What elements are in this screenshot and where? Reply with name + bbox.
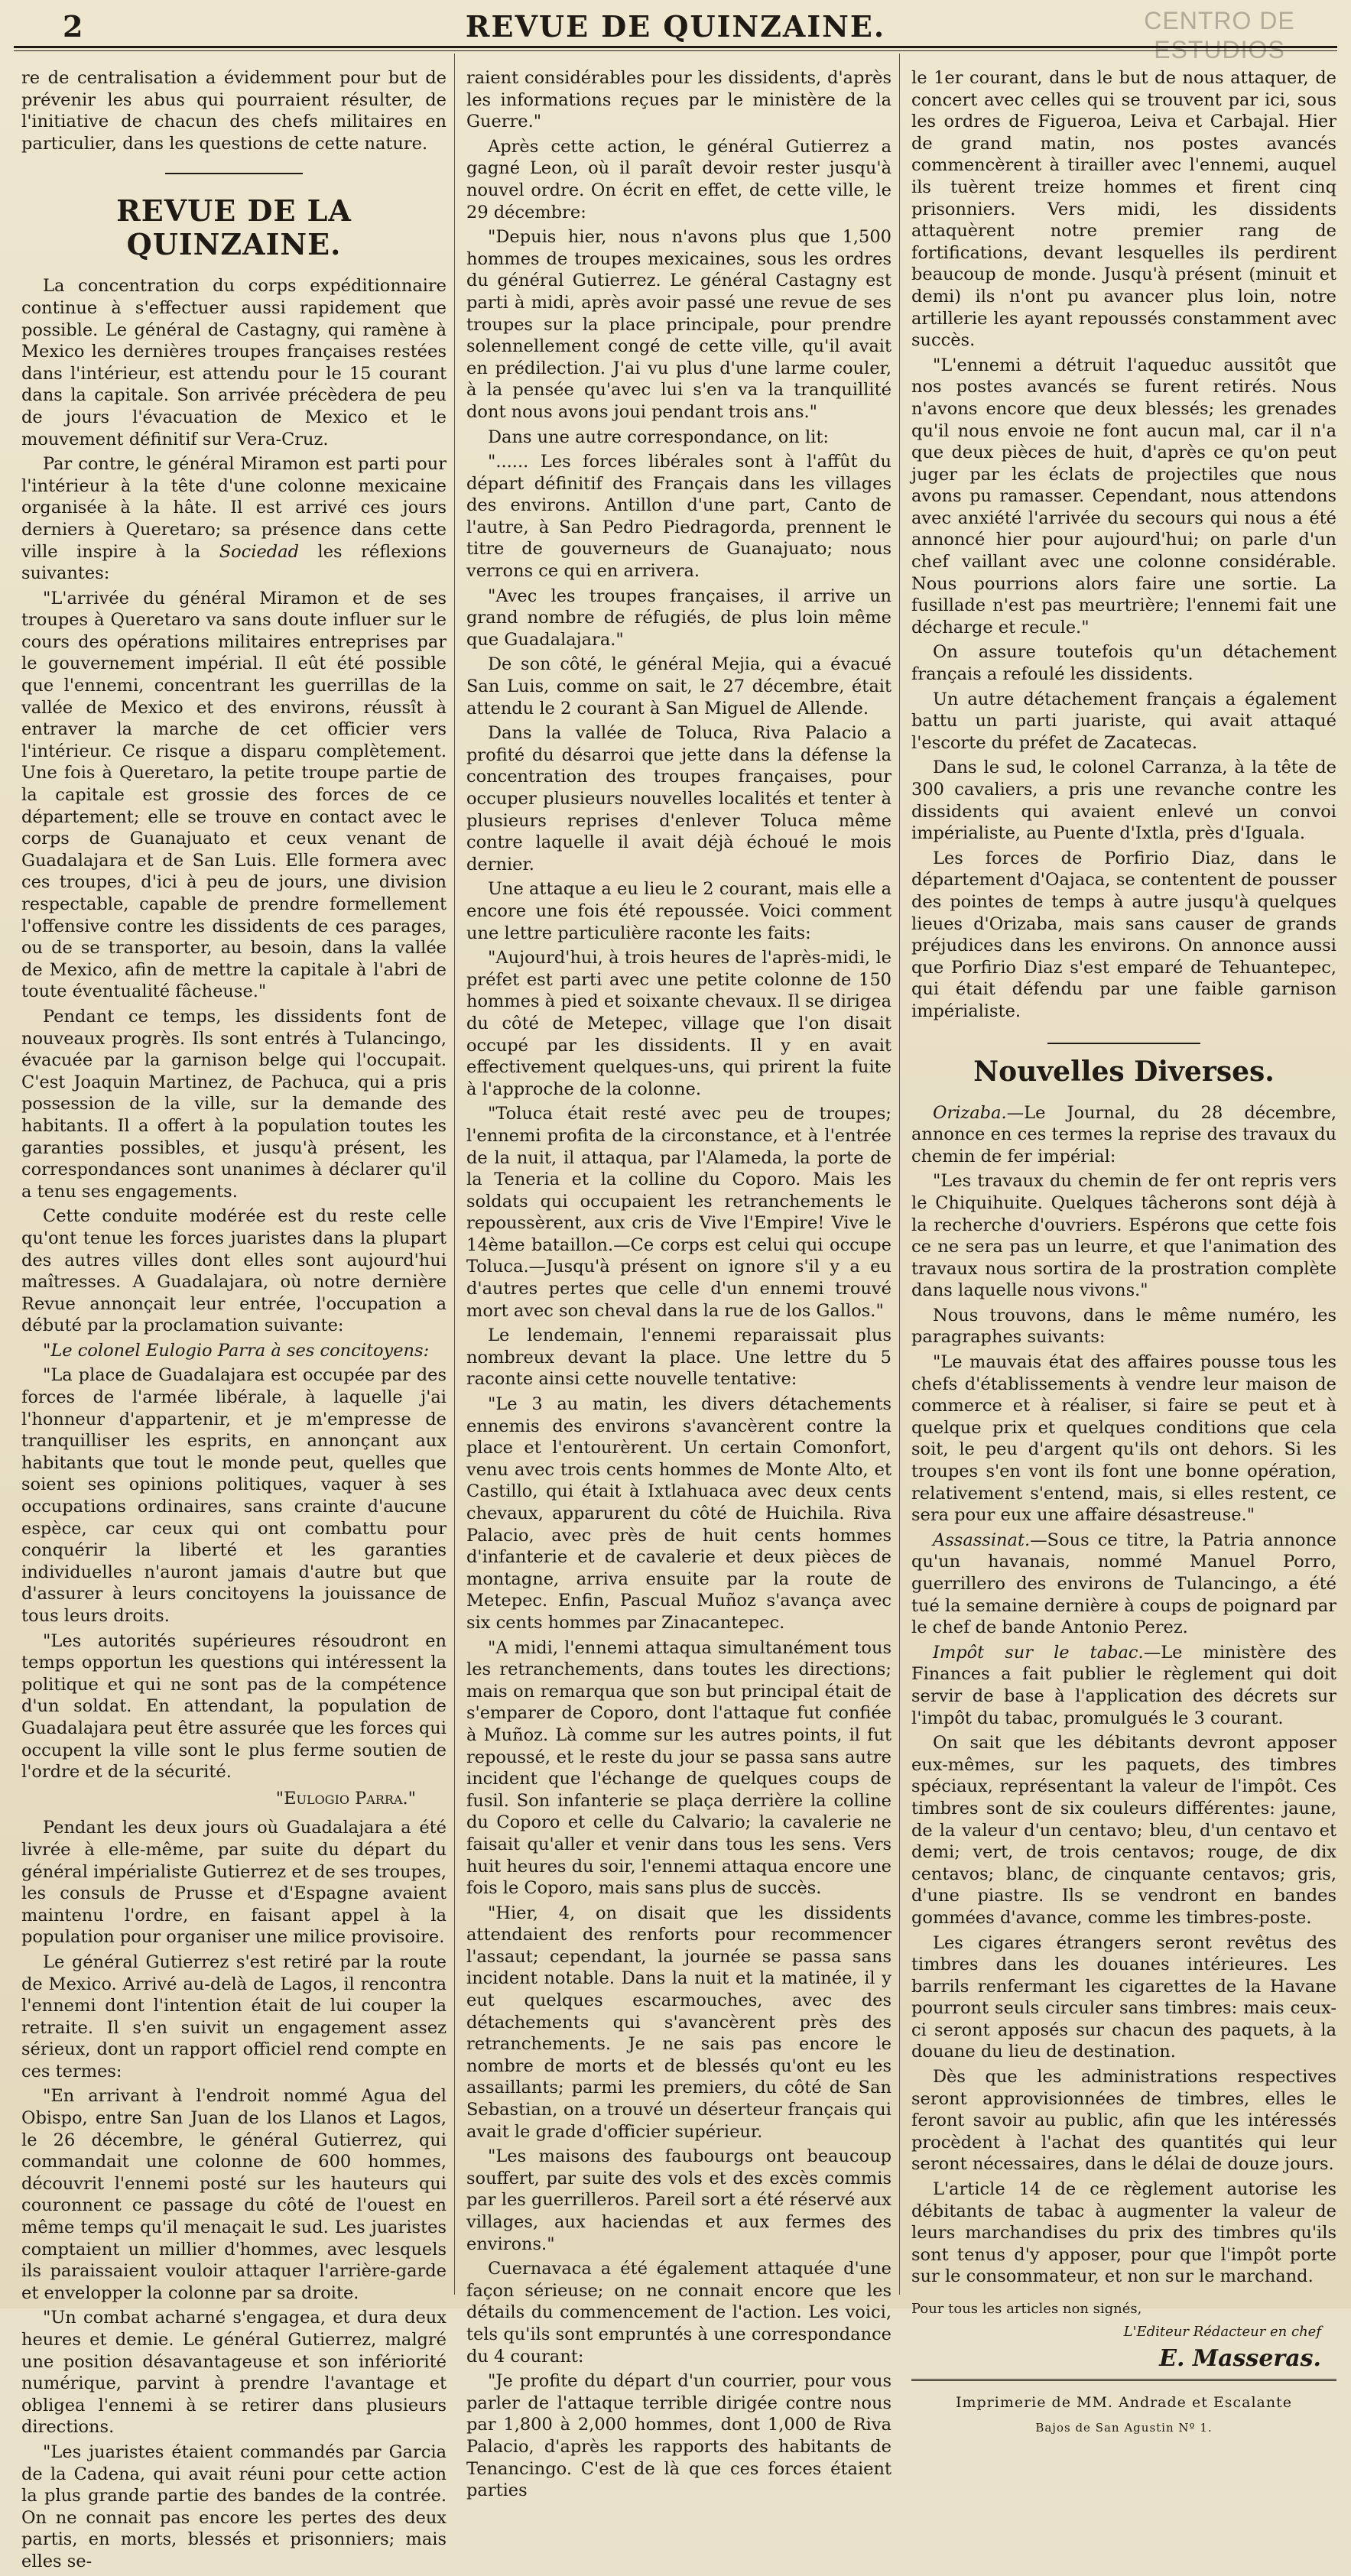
section-divider — [1047, 1043, 1200, 1044]
paragraph: Nous trouvons, dans le même numéro, les paragraphes suivants: — [911, 1305, 1336, 1348]
paragraph: Dès que les administrations respectives seront approvisionnées de timbres, elles le feront savoir au public, afin que les intéressés procèdent à l'achat des quantités qui leur seront nécessaires, dans le délai de douze jours. — [911, 2067, 1336, 2175]
text: Par contre, le général Miramon est parti pour l'intérieur à la tête d'une colonne mexicaine organisée à la hâte. Il est arrivé ces jours derniers à Queretaro; sa présence dans cette ville inspire à la — [21, 454, 447, 562]
paragraph: L'article 14 de ce règlement autorise les débitants de tabac à augmenter la valeur de leurs marchandises du prix des timbres qu'ils sont tenus d'y apposer, pour que l'impôt porte sur le consommateur, et non sur le marchand. — [911, 2179, 1336, 2287]
column-separator — [899, 54, 900, 2295]
paragraph: Dans une autre correspondance, on lit: — [488, 427, 829, 447]
signature: "Eulogio Parra." — [275, 1788, 416, 1809]
printer-imprint: Imprimerie de MM. Andrade et Escalante — [911, 2379, 1336, 2414]
paragraph: "Les travaux du chemin de fer ont repris vers le Chiquihuite. Quelques tâcherons sont déjà à la recherche d'ouvriers. Espérons que cette fois ce ne sera pas un leurre, et que l'animation des travaux nous sortira de la prostration complète dans laquelle nous vivons." — [911, 1171, 1336, 1301]
archive-stamp — [1105, 6, 1334, 64]
footer-note: Pour tous les articles non signés, — [911, 2301, 1142, 2317]
text: —Le ministère des Finances a fait publier le règlement qui doit servir de base à l'application des décrets sur l'impôt du tabac, promulgués le 3 courant. — [911, 1642, 1336, 1728]
column-1 — [21, 67, 447, 2576]
paragraph: "Les maisons des faubourgs ont beaucoup souffert, par suite des vols et des excès commis par les guerrilleros. Pareil sort a été réservé aux villages, aux haciendas et aux fermes des environs." — [466, 2146, 891, 2254]
paragraph: Dans la vallée de Toluca, Riva Palacio a profité du désarroi que jette dans la défense la concentration des troupes françaises, pour occuper plusieurs nouvelles localités et tenter à plusieurs reprises d'enlever Toluca même contre laquelle il avait déjà échoué le mois dernier. — [466, 723, 891, 874]
column-separator — [454, 54, 455, 2295]
paragraph: Les forces de Porfirio Diaz, dans le département d'Oajaca, se contentent de pousser des pointes de temps à autre jusqu'à quelques lieues d'Orizaba, mais sans causer de grands préjudices dans les environs. On annonce aussi que Porfirio Diaz s'est emparé de Tehuantepec, qui était défendu par une faible garnison impérialiste. — [911, 848, 1336, 1021]
paragraph: "Le mauvais état des affaires pousse tous les chefs d'établissements à vendre leur maison de commerce et à réaliser, si faire se peut et à quelque prix et quelques conditions que cela soit, le peu d'argent qu'ils ont dehors. Si les troupes s'en vont ils font une bonne opération, relativement s'entend, mais, si elles restent, ce sera pour eux une affaire désastreuse." — [911, 1352, 1336, 1526]
paragraph: Dans le sud, le colonel Carranza, à la tête de 300 cavaliers, a pris une revanche contre les dissidents qui avaient enlevé un convoi impérialiste, au Puente d'Ixtla, près d'Iguala. — [911, 758, 1336, 844]
section-title: REVUE DE LA QUINZAINE. — [116, 193, 352, 262]
paragraph: "La place de Guadalajara est occupée par des forces de l'armée libérale, à laquelle j'ai l'honneur d'appartenir, et je m'empresse de tranquilliser les esprits, en annonçant aux habitants que tout le monde peut, quelles que soient ses opinions politiques, vaquer à ses occupations ordinaires, sans crainte d'aucune espèce, car ceux qui ont combattu pour conquérir la liberté et les garanties individuelles n'auront jamais d'autre but que d'assurer à leurs concitoyens la jouissance de tous leurs droits. — [21, 1365, 447, 1626]
page-number: 2 — [63, 9, 83, 44]
paragraph: "En arrivant à l'endroit nommé Agua del Obispo, entre San Juan de los Llanos et Lagos, le 26 décembre, le général Gutierrez, qui commandait une colonne de 600 hommes, découvrit l'ennemi posté sur les hauteurs qui couronnent ce passage du côté de l'ouest en même temps qu'il menaçait le sud. Les juaristes comptaient un millier d'hommes, avec lesquels ils paraissaient vouloir attaquer l'arrière-garde et envelopper la colonne par sa droite. — [21, 2086, 447, 2303]
paragraph: "Toluca était resté avec peu de troupes; l'ennemi profita de la circonstance, et à l'entrée de la nuit, il attaqua, par l'Alameda, la porte de la Teneria et la colline du Coporo. Mais les soldats qui occupaient les retranchements le repoussèrent, aux cris de Vive l'Empire! Vive le 14ème bataillon.—Ce corps est celui qui occupe Toluca.—Jusqu'à présent on ignore s'il y a eu d'autres pertes que celle d'un ennemi trouvé mort avec son cheval dans la rue de los Gallos." — [466, 1104, 891, 1321]
paragraph: re de centralisation a évidemment pour but de prévenir les abus qui pourraient résulter, de l'initiative de chacun des chefs militaires en particulier, dans les questions de cette nature. — [21, 68, 447, 154]
paragraph: Les cigares étrangers seront revêtus des timbres dans les douanes intérieures. Les barrils renfermant les cigarettes de la Havane pourront seuls circuler sans timbres: mais ceux-ci seront apposés sur chacun des paquets, à la douane du lieu de destination. — [911, 1932, 1336, 2062]
stamp-line-1: CENTRO DE — [1144, 7, 1295, 34]
paragraph: Le lendemain, l'ennemi reparaissait plus nombreux devant la place. Une lettre du 5 raconte ainsi cette nouvelle tentative: — [466, 1325, 891, 1390]
paragraph: Le général Gutierrez s'est retiré par la route de Mexico. Arrivé au-delà de Lagos, il rencontra l'ennemi dont l'intention était de lui couper la retraite. Il s'en suivit un engagement assez sérieux, dont un rapport officiel rend compte en ces termes: — [21, 1951, 447, 2081]
paragraph: "A midi, l'ennemi attaqua simultanément tous les retranchements, dans toutes les directions; mais on remarqua que son but principal était de s'emparer de Coporo, dont l'attaque fut confiée à Muñoz. Là comme sur les autres points, il fut repoussé, et le reste du jour se passa sans autre incident que l'échange de quelques coups de fusil. Son infanterie se plaça derrière la colline du Coporo et celle du Calvario; la cavalerie ne faisait qu'aller et venir dans tous les sens. Vers huit heures du soir, l'ennemi attaqua encore une fois le Coporo, mais sans plus de succès. — [466, 1637, 891, 1899]
paragraph: Cuernavaca a été également attaquée d'une façon sérieuse; on ne connait encore que les détails du commencement de l'action. Les voici, tels qu'ils sont empruntés à une correspondance du 4 courant: — [466, 2259, 891, 2367]
news-keyword: Orizaba. — [933, 1102, 1007, 1123]
paragraph: le 1er courant, dans le but de nous attaquer, de concert avec celles qui se trouvent par ici, sous les ordres de Figueroa, Leiva et Carbajal. Hier de grand matin, nos postes avancés commencèrent à tirailler avec l'ennemi, auquel ils tuèrent treize hommes et firent cinq prisonniers. Vers midi, les dissidents attaquèrent notre premier rang de fortifications, devant lesquelles ils perdirent beaucoup de monde. Jusqu'à présent (minuit et demi) ils n'ont pu avancer plus loin, notre artillerie les ayant repoussés constamment avec succès. — [911, 68, 1336, 351]
paragraph: La concentration du corps expéditionnaire continue à s'effectuer aussi rapidement que possible. Le général de Castagny, qui ramène à Mexico les dernières troupes françaises restées dans l'intérieur, est attendu pour le 15 courant dans la capitale. Son arrivée précèdera de peu de jours l'évacuation de Mexico et le mouvement définitif sur Vera-Cruz. — [21, 276, 447, 449]
paragraph — [21, 453, 447, 585]
paragraph — [911, 1642, 1336, 1729]
running-title: REVUE DE QUINZAINE. — [465, 9, 886, 44]
news-keyword: Assassinat. — [933, 1530, 1031, 1550]
paragraph: "L'ennemi a détruit l'aqueduc aussitôt que nos postes avancés se furent retirés. Nous n'avons encore que deux blessés; les grenades qu'il nous envoie ne font aucun mal, car il n'a que deux pièces de huit, d'après ce qu'on peut juger par les éclats de projectiles que nous avons pu ramasser. Cependant, nous attendons avec anxiété l'arrivée du secours qui nous a été annoncé hier pour aujourd'hui; on parle d'un chef vaillant avec une colonne considérable. Nous pourrions alors faire une sortie. La fusillade n'est pas meurtrière; l'ennemi fait une décharge et recule." — [911, 355, 1336, 638]
column-3 — [911, 67, 1336, 2441]
text: —Le Journal, du 28 décembre, annonce en ces termes la reprise des travaux du chemin de fer impérial: — [911, 1102, 1336, 1166]
editor-title: L'Editeur Rédacteur en chef — [1123, 2324, 1321, 2340]
header-rule — [14, 46, 1337, 48]
paragraph: "Un combat acharné s'engagea, et dura deux heures et demie. Le général Gutierrez, malgré une position désavantageuse et son infériorité numérique, parvint à prendre l'avantage et obligea l'ennemi à se retirer dans plusieurs directions. — [21, 2308, 447, 2438]
section-title: Nouvelles Diverses. — [973, 1055, 1275, 1088]
paragraph — [911, 1530, 1336, 1639]
paragraph: Pendant les deux jours où Guadalajara a été livrée à elle-même, par suite du départ du général impérialiste Gutierrez et de ses troupes, les consuls de Prusse et d'Espagne avaient maintenu l'ordre, en faisant appel à la population pour organiser une milice provisoire. — [21, 1818, 447, 1948]
paragraph: Une attaque a eu lieu le 2 courant, mais elle a encore une fois été repoussée. Voici comment une lettre particulière raconte les faits: — [466, 879, 891, 943]
paragraph: "...... Les forces libérales sont à l'affût du départ définitif des Français dans les villages des environs. Antillon d'une part, Canto de l'autre, à San Pedro Piedragorda, prennent le titre de gouverneurs de Guanajuato; nous verrons ce qui en arrivera. — [466, 452, 891, 582]
text: les réflexions suivantes: — [21, 541, 447, 584]
paragraph: "Avec les troupes françaises, il arrive un grand nombre de réfugiés, de plus loin même que Guadalajara." — [466, 586, 891, 650]
paragraph: raient considérables pour les dissidents, d'après les informations reçues par le ministère de la Guerre." — [466, 68, 891, 132]
paragraph: Un autre détachement français a également battu un parti juariste, qui avait attaqué l'escorte du préfet de Zacatecas. — [911, 689, 1336, 753]
ornament-divider — [21, 167, 447, 180]
editor-name: E. Masseras. — [1159, 2344, 1321, 2372]
paragraph: "Les autorités supérieures résoudront en temps opportun les questions qui intéressent la politique et qui ne sont pas de la compétence d'un soldat. En attendant, la population de Guadalajara peut être assurée que les forces qui occupent la ville sont le plus ferme soutien de l'ordre et de la sécurité. — [21, 1630, 447, 1783]
column-2 — [466, 67, 891, 2505]
paragraph: De son côté, le général Mejia, qui a évacué San Luis, comme on sait, le 27 décembre, était attendu le 2 courant à San Miguel de Allende. — [466, 654, 891, 719]
paragraph: Cette conduite modérée est du reste celle qu'ont tenue les forces juaristes dans la plupart des autres villes dont elles sont aujourd'hui maîtresses. A Guadalajara, où notre dernière Revue annonçait leur entrée, l'occupation a débuté par la proclamation suivante: — [21, 1206, 447, 1336]
header-rule-thin — [14, 50, 1337, 51]
paragraph: "Depuis hier, nous n'avons plus que 1,500 hommes de troupes mexicaines, sous les ordres du général Gutierrez. Le général Castagny est parti à midi, après avoir passé une revue de ses troupes sur la place principale, pour prendre solennellement congé de cette ville, qu'il avait en prédilection. J'ai vu plus d'une larme couler, à la pensée qu'avec lui s'en va la tranquillité dont nous avons joui pendant trois ans." — [466, 227, 891, 422]
proclamation-heading: "Le colonel Eulogio Parra à ses concitoyens: — [43, 1340, 430, 1361]
paragraph: "Les juaristes étaient commandés par Garcia de la Cadena, qui avait réuni pour cette action la plus grande partie des bandes de la contrée. On ne connait pas encore les pertes des deux partis, en morts, blessés et prisonniers; mais elles se- — [21, 2441, 447, 2571]
text: —Sous ce titre, la Patria annonce qu'un havanais, nommé Manuel Porro, guerrillero des environs de Tulancingo, a été tué la semaine dernière à coups de poignard par le chef de bande Antonio Perez. — [911, 1530, 1336, 1638]
paragraph: Pendant ce temps, les dissidents font de nouveaux progrès. Ils sont entrés à Tulancingo, évacuée par la garnison belge qui l'occupait. C'est Joaquin Martinez, de Pachuca, qui a pris possession de la ville, sur la demande des habitants. Il a offert à la population toutes les garanties possibles, et jusqu'à présent, les correspondances sont unanimes à déclarer qu'il a tenu ses engagements. — [21, 1006, 447, 1202]
paragraph: "L'arrivée du général Miramon et de ses troupes à Queretaro va sans doute influer sur le cours des opérations militaires entreprises par le gouvernement impérial. Il eût été possible que l'ennemi, concentrant les guerrillas de la vallée de Mexico et des environs, réussît à entraver la marche de cet officier vers l'intérieur. Ce risque a disparu complètement. Une fois à Queretaro, la petite troupe partie de la capitale est grossie des forces de ce département; elle se trouve en contact avec le corps de Guanajuato et ceux venant de Guadalajara et de San Luis. Elle formera avec ces troupes, d'ici à peu de jours, une division respectable, capable de prendre formellement l'offensive contre les dissidents de ces parages, ou de se transporter, au besoin, dans la vallée de Mexico, afin de mettre la capitale à l'abri de toute éventualité fâcheuse." — [21, 588, 447, 1002]
paragraph: On sait que les débitants devront apposer eux-mêmes, sur les paquets, des timbres spéciaux, représentant la valeur de l'impôt. Ces timbres sont de six couleurs différentes: jaune, de la valeur d'un centavo; bleu, d'un centavo et demi; vert, de trois centavos; rouge, de dix centavos; blanc, de cinquante centavos; gris, d'une piastre. Ils se vendront en bandes gommées d'avance, comme les timbres-poste. — [911, 1733, 1336, 1928]
paragraph: "Hier, 4, on disait que les dissidents attendaient des renforts pour recommencer l'assaut; cependant, la journée se passa sans incident notable. Dans la nuit et la matinée, il y eut quelques escarmouches, avec des détachements qui s'avancèrent près des retranchements. Je ne sais pas encore le nombre de morts et de blessés qu'ont eu les assaillants; parmi les premiers, du côté de San Sebastian, on a trouvé un déserteur français qui avait le grade d'officier supérieur. — [466, 1903, 891, 2142]
paragraph: "Aujourd'hui, à trois heures de l'après-midi, le préfet est parti avec une petite colonne de 150 hommes à pied et soixante chevaux. Il se dirigea du côté de Metepec, village que l'on disait occupé par les dissidents. Il y en avait effectivement quelques-uns, qui prirent la fuite à l'approche de la colonne. — [466, 948, 891, 1099]
stamp-line-2: ESTUDIOS — [1154, 36, 1285, 63]
paragraph: Après cette action, le général Gutierrez a gagné Leon, où il paraît devoir rester jusqu'à nouvel ordre. On écrit en effet, de cette ville, le 29 décembre: — [466, 136, 891, 222]
paragraph: On assure toutefois qu'un détachement français a refoulé les dissidents. — [911, 642, 1336, 685]
printer-address: Bajos de San Agustin Nº 1. — [1035, 2420, 1213, 2435]
newspaper-name: Sociedad — [219, 541, 299, 562]
paragraph: "Je profite du départ d'un courrier, pour vous parler de l'attaque terrible dirigée contre nous par 1,800 à 2,000 hommes, dont 1,000 de Riva Palacio, d'après les rapports des habitants de Tenancingo. C'est de là que ces forces étaient parties — [466, 2371, 891, 2501]
paragraph: "Le 3 au matin, les divers détachements ennemis des environs s'avancèrent contre la place et l'entourèrent. Un certain Comonfort, venu avec trois cents hommes de Monte Alto, et Castillo, qui était à Ixtlahuaca avec deux cents chevaux, apparurent du côté de Huichila. Riva Palacio, avec près de huit cents hommes d'infanterie et de cavalerie et deux pièces de montagne, arriva ensuite par la route de Metepec. Enfin, Pascual Muñoz s'avança avec six cents hommes par Zinacantepec. — [466, 1394, 891, 1633]
paragraph — [911, 1102, 1336, 1168]
news-keyword: Impôt sur le tabac. — [933, 1642, 1144, 1663]
